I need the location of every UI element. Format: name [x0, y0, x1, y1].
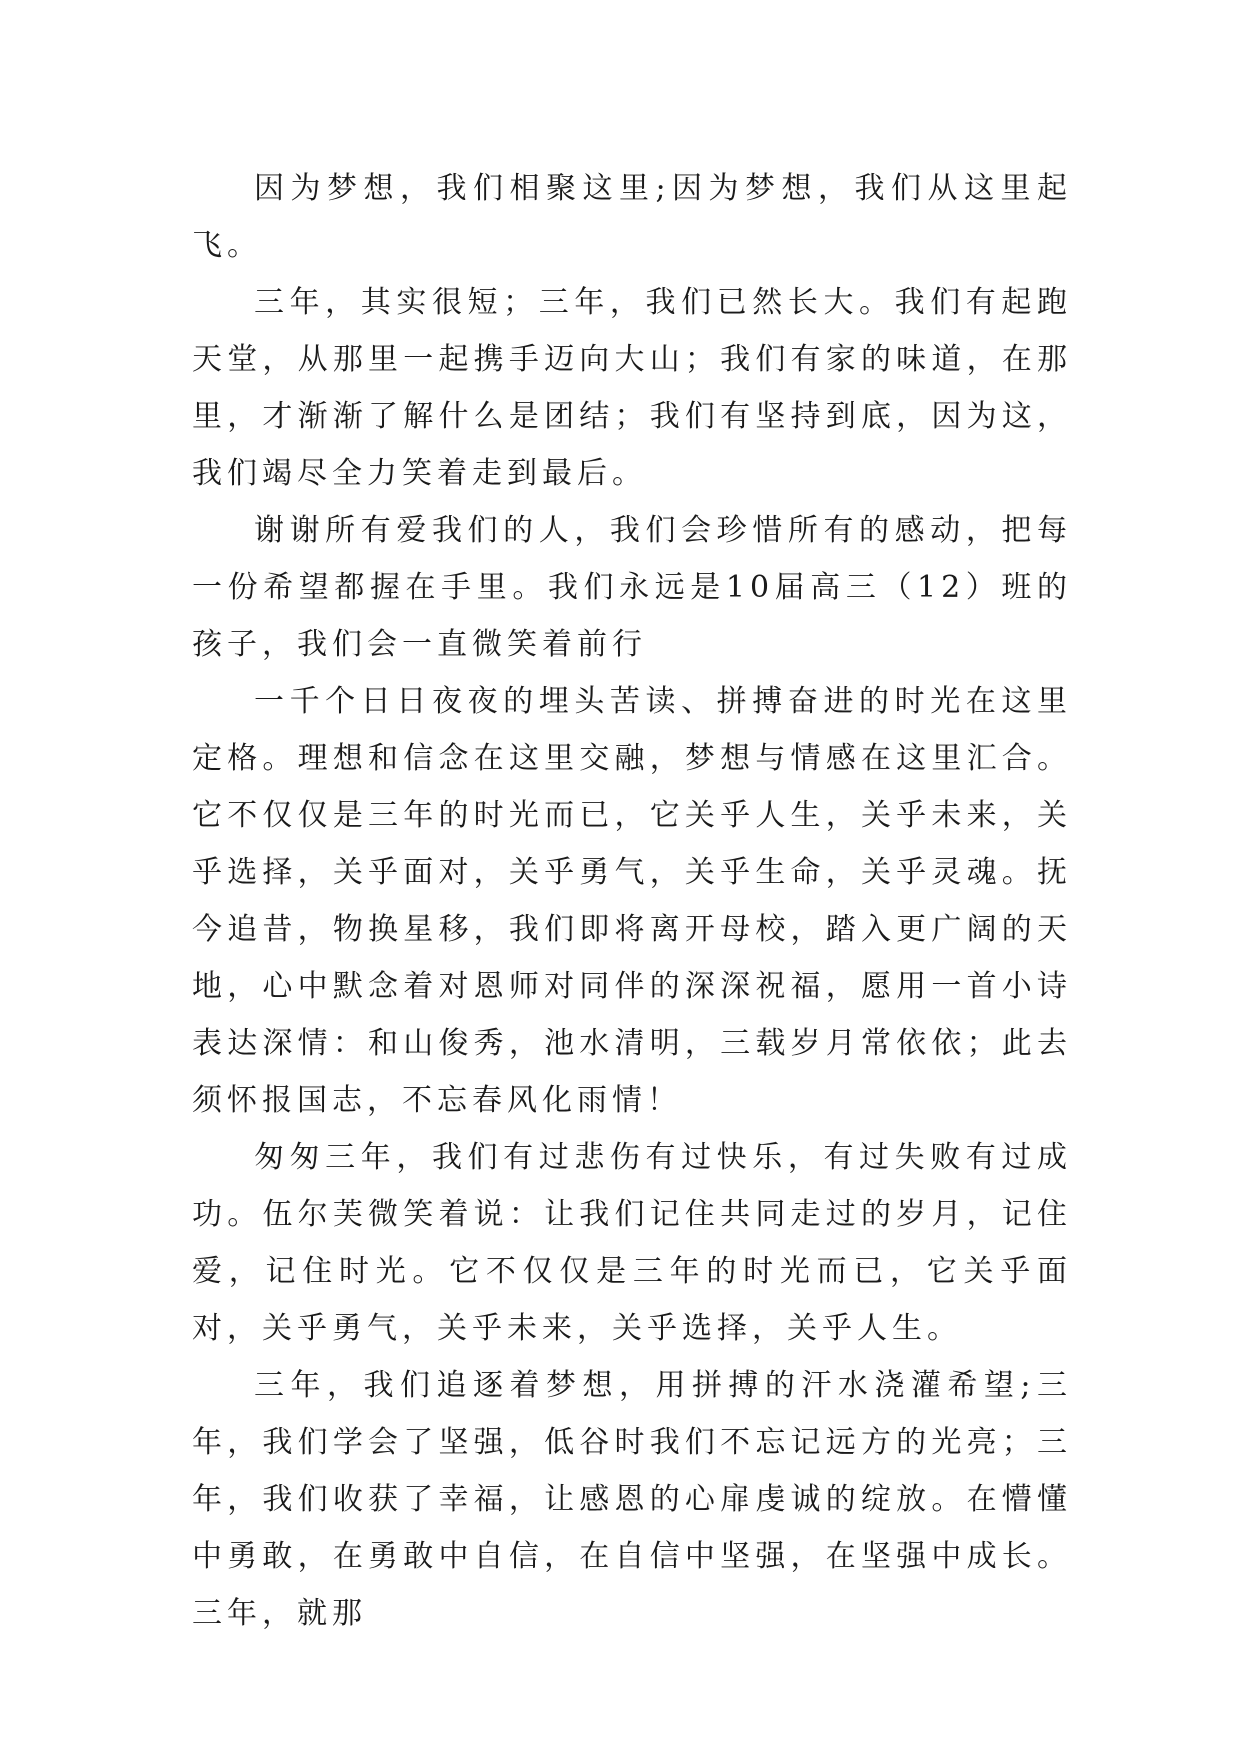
- document-body: [192, 160, 1072, 1642]
- paragraph-1: 因为梦想，我们相聚这里;因为梦想，我们从这里起飞。: [192, 171, 1072, 263]
- paragraph-5: 匆匆三年，我们有过悲伤有过快乐，有过失败有过成功。伍尔芙微笑着说：让我们记住共同走过的岁月，记住爱，记住时光。它不仅仅是三年的时光而已，它关乎面对，关乎勇气，关乎未来，关乎选择，关乎人生。: [192, 1140, 1072, 1346]
- paragraph-4: 一千个日日夜夜的埋头苦读、拼搏奋进的时光在这里定格。理想和信念在这里交融，梦想与情感在这里汇合。它不仅仅是三年的时光而已，它关乎人生，关乎未来，关乎选择，关乎面对，关乎勇气，关乎生命，关乎灵魂。抚今追昔，物换星移，我们即将离开母校，踏入更广阔的天地，心中默念着对恩师对同伴的深深祝福，愿用一首小诗表达深情：和山俊秀，池水清明，三载岁月常依依；此去须怀报国志，不忘春风化雨情！: [192, 684, 1072, 1118]
- paragraph-2: 三年，其实很短；三年，我们已然长大。我们有起跑天堂，从那里一起携手迈向大山；我们有家的味道，在那里，才渐渐了解什么是团结；我们有坚持到底，因为这，我们竭尽全力笑着走到最后。: [192, 285, 1072, 491]
- paragraph-6: 三年，我们追逐着梦想，用拼搏的汗水浇灌希望;三年，我们学会了坚强，低谷时我们不忘记远方的光亮；三年，我们收获了幸福，让感恩的心扉虔诚的绽放。在懵懂中勇敢，在勇敢中自信，在自信中坚强，在坚强中成长。三年，就那: [192, 1368, 1072, 1631]
- paragraph-3: 谢谢所有爱我们的人，我们会珍惜所有的感动，把每一份希望都握在手里。我们永远是10届高三（12）班的孩子，我们会一直微笑着前行: [192, 513, 1072, 662]
